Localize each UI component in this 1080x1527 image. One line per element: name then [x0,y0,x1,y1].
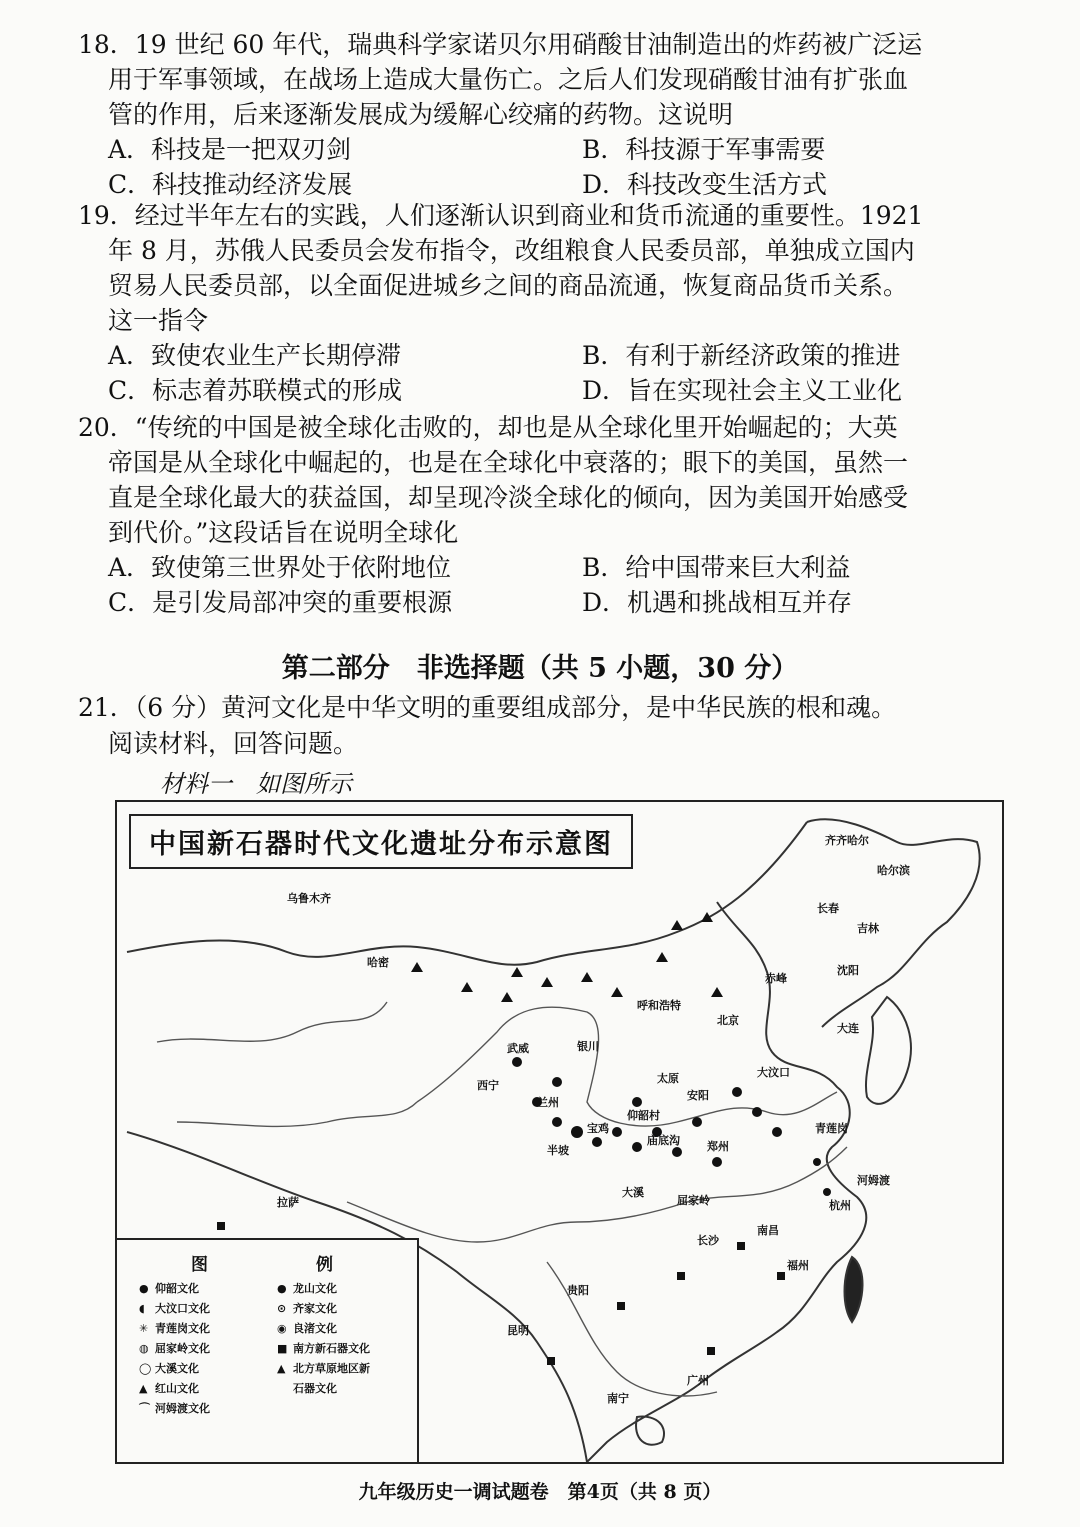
place-label: 乌鲁木齐 [287,892,331,905]
place-label: 齐齐哈尔 [825,834,869,847]
place-label: 宝鸡 [587,1122,609,1135]
material-label: 材料一 如图所示 [160,770,352,798]
page-footer: 九年级历史一调试题卷 第4页（共 8 页） [358,1481,722,1503]
q19-option-a[interactable]: A．致使农业生产长期停滞 [108,341,402,370]
question-18 [78,27,1018,202]
q20-options [78,550,1018,620]
q20-option-d[interactable]: D．机遇和挑战相互并存 [582,588,853,617]
place-label: 屈家岭 [677,1194,710,1207]
place-label: 广州 [687,1374,709,1387]
q19-line-4: 这一指令 [108,306,209,335]
place-label: 河姆渡 [857,1174,890,1187]
legend-item [277,1399,427,1419]
place-label: 哈尔滨 [877,864,910,877]
legend-items [117,1279,417,1419]
place-label: 北京 [717,1014,739,1027]
legend-item: ⌒ 河姆渡文化 [139,1402,210,1415]
neolithic-sites-map [115,800,1004,1464]
place-label: 太原 [657,1072,679,1085]
place-label: 福州 [787,1259,809,1272]
place-label: 庙底沟 [647,1134,680,1147]
map-title: 中国新石器时代文化遗址分布示意图 [129,814,633,869]
q20-line-3: 直是全球化最大的获益国，却呈现冷淡全球化的倾向，因为美国开始感受 [108,483,909,512]
legend-item: ▲ 红山文化 [139,1382,199,1395]
q19-option-c[interactable]: C．标志着苏联模式的形成 [108,376,403,405]
legend-item: 石器文化 [293,1382,337,1395]
place-label: 银川 [577,1040,599,1053]
place-label: 长沙 [697,1234,719,1247]
place-label: 拉萨 [277,1196,299,1209]
place-label: 赤峰 [765,972,787,985]
q21-line-1: 21．（6 分）黄河文化是中华文明的重要组成部分，是中华民族的根和魂。 [78,693,897,722]
place-label: 杭州 [829,1199,851,1212]
place-label: 仰韶村 [627,1109,660,1122]
section-title: 第二部分 非选择题（共 5 小题，30 分） [281,653,799,684]
q20-option-c[interactable]: C．是引发局部冲突的重要根源 [108,588,453,617]
q18-line-1: 18．19 世纪 60 年代，瑞典科学家诺贝尔用硝酸甘油制造出的炸药被广泛运 [78,30,923,59]
legend-item: ▲ 北方草原地区新 [277,1362,370,1375]
q20-line-2: 帝国是从全球化中崛起的，也是在全球化中衰落的；眼下的美国，虽然一 [108,448,909,477]
place-label: 武威 [507,1042,529,1055]
place-label: 半坡 [547,1144,569,1157]
legend-item: ◉ 良渚文化 [277,1322,337,1335]
legend-item: ● 仰韶文化 [139,1282,199,1295]
place-label: 郑州 [707,1140,729,1153]
q18-option-c[interactable]: C．科技推动经济发展 [108,170,353,199]
q19-option-b[interactable]: B．有利于新经济政策的推进 [582,341,901,370]
place-label: 昆明 [507,1324,529,1337]
place-label: 大连 [837,1022,859,1035]
place-label: 兰州 [537,1096,559,1109]
place-label: 南昌 [757,1224,779,1237]
place-label: 哈密 [367,956,389,969]
q18-line-2: 用于军事领域，在战场上造成大量伤亡。之后人们发现硝酸甘油有扩张血 [108,65,909,94]
q21-line-2: 阅读材料，回答问题。 [108,729,359,758]
q19-line-3: 贸易人民委员部，以全面促进城乡之间的商品流通，恢复商品货币关系。 [108,271,909,300]
legend-item: ■ 南方新石器文化 [277,1342,370,1355]
legend-item: ⊙ 齐家文化 [277,1302,337,1315]
q18-options [78,132,1018,202]
place-label: 吉林 [857,922,879,935]
legend-title-right: 例 [316,1255,333,1275]
q20-option-b[interactable]: B．给中国带来巨大利益 [582,553,851,582]
legend-item: ◯ 大溪文化 [139,1362,199,1375]
q19-option-d[interactable]: D．旨在实现社会主义工业化 [582,376,903,405]
q18-option-d[interactable]: D．科技改变生活方式 [582,170,828,199]
place-label: 南宁 [607,1392,629,1405]
legend-item: ● 龙山文化 [277,1282,337,1295]
legend-item: ✳ 青莲岗文化 [139,1322,210,1335]
question-19 [78,198,1018,408]
legend-item: ◍ 屈家岭文化 [139,1342,210,1355]
place-label: 贵阳 [567,1284,589,1297]
legend-header [117,1240,417,1279]
question-20 [78,410,1018,620]
place-label: 长春 [817,902,839,915]
place-label: 大溪 [622,1186,644,1199]
q18-line-3: 管的作用，后来逐渐发展成为缓解心绞痛的药物。这说明 [108,100,734,129]
place-label: 呼和浩特 [637,999,681,1012]
legend-item: ◖ 大汶口文化 [139,1302,210,1315]
place-label: 沈阳 [837,964,859,977]
q18-option-a[interactable]: A．科技是一把双刃剑 [108,135,352,164]
map-legend [117,1238,419,1462]
q20-line-1: 20．“传统的中国是被全球化击败的，却也是从全球化里开始崛起的；大英 [78,413,898,442]
place-label: 安阳 [687,1089,709,1102]
place-label: 青莲岗 [815,1122,848,1135]
q19-line-2: 年 8 月，苏俄人民委员会发布指令，改组粮食人民委员部，单独成立国内 [108,236,915,265]
q18-option-b[interactable]: B．科技源于军事需要 [582,135,826,164]
legend-title-left: 图 [191,1255,208,1275]
question-21 [78,690,1018,762]
place-label: 西宁 [477,1079,499,1092]
q20-option-a[interactable]: A．致使第三世界处于依附地位 [108,553,452,582]
place-label: 大汶口 [757,1066,790,1079]
q19-options [78,338,1018,408]
q20-line-4: 到代价。”这段话旨在说明全球化 [108,518,459,547]
q19-line-1: 19．经过半年左右的实践，人们逐渐认识到商业和货币流通的重要性。1921 [78,201,924,230]
